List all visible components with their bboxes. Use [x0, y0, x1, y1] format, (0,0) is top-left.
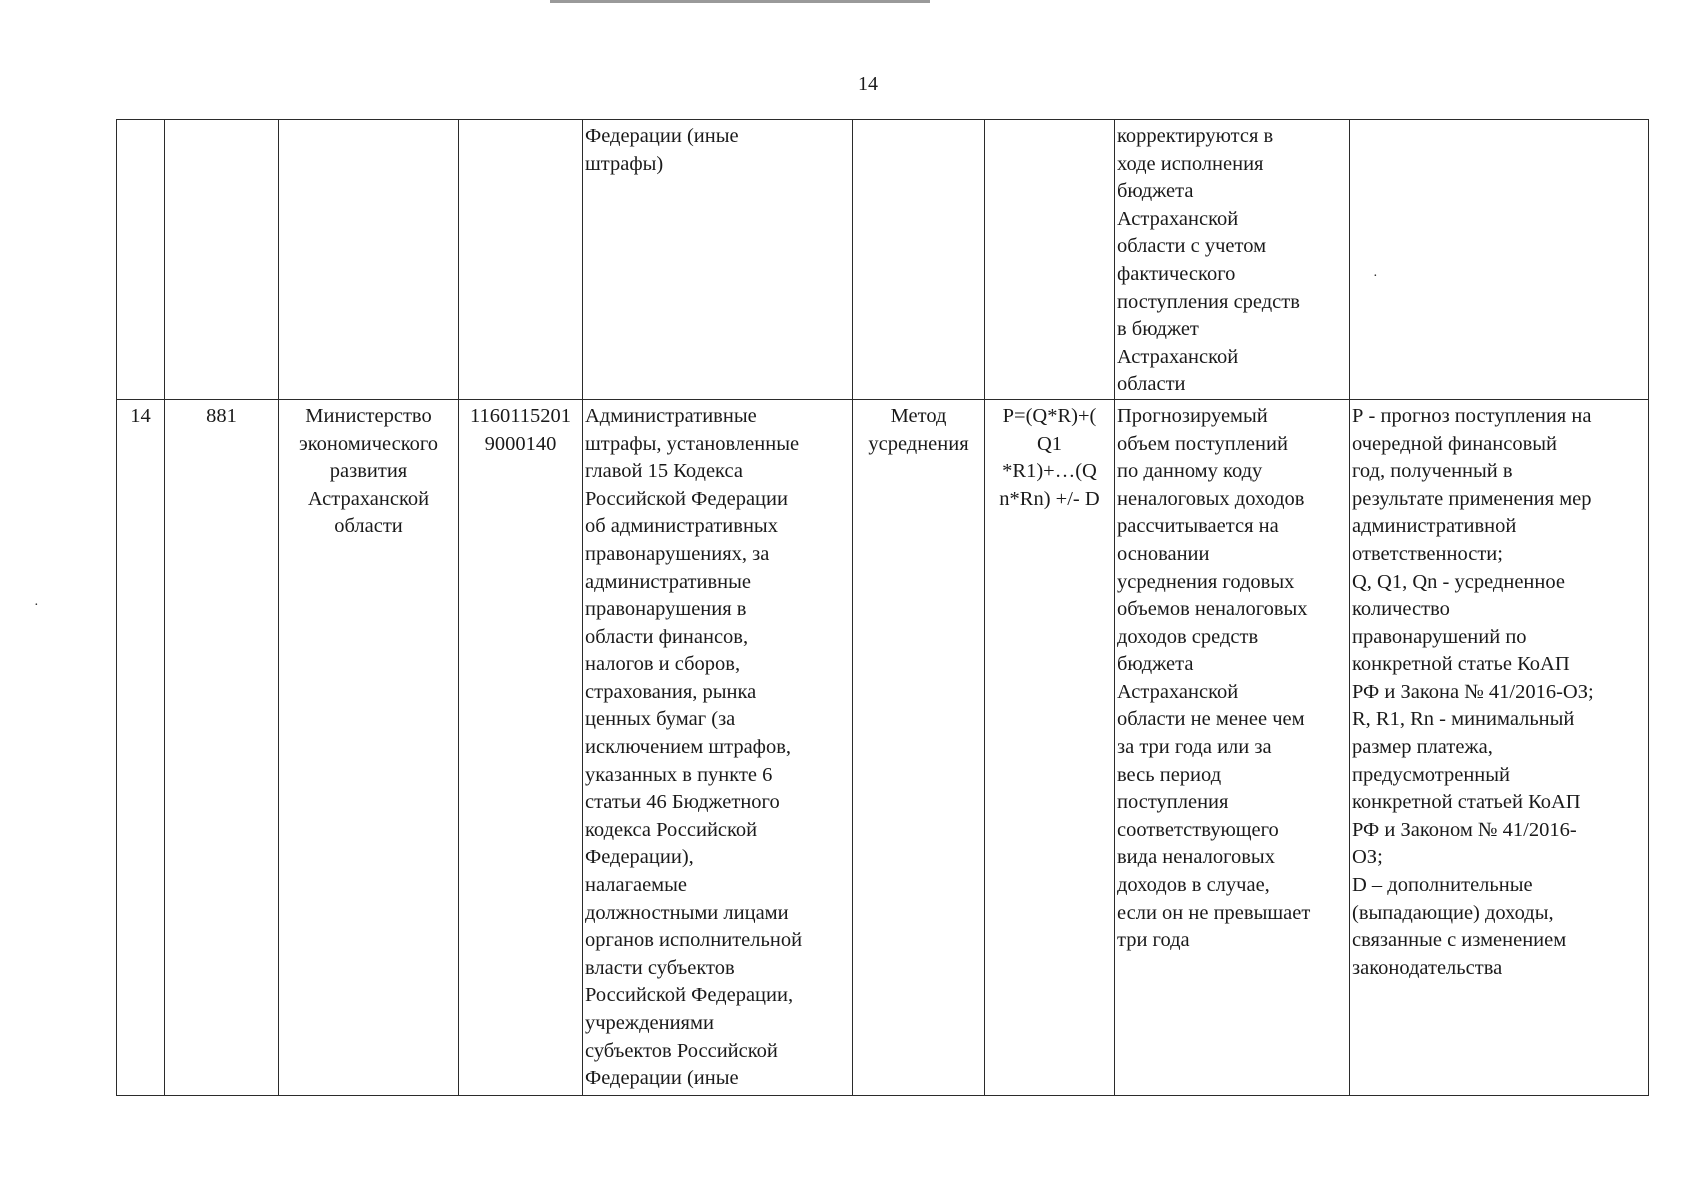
formula-text: P=(Q*R)+( Q1 *R1)+…(Q n*Rn) +/- D [999, 404, 1100, 510]
method-text: Метод усреднения [868, 404, 969, 455]
methodology-table [116, 119, 1649, 1096]
cell-description [1115, 399, 1350, 1095]
cell-kbk-code [459, 120, 583, 400]
description-text: корректируются в ходе исполнения бюджета Астраханской области с учетом фактического поступления средств в бюджет Астраханской области [1117, 125, 1300, 396]
scan-speck: · [1373, 269, 1378, 284]
cell-indicators [1350, 399, 1649, 1095]
table-row-continuation [117, 120, 1649, 400]
scan-edge [550, 0, 930, 3]
cell-kbk-code [459, 399, 583, 1095]
cell-formula [985, 399, 1115, 1095]
cell-admin-code [165, 120, 279, 400]
cell-administrator [279, 120, 459, 400]
cell-method [853, 399, 985, 1095]
cell-method [853, 120, 985, 400]
administrator-name: Министерство экономического развития Астраханской области [298, 404, 439, 538]
cell-formula [985, 120, 1115, 400]
revenue-name-text: Административные штрафы, установленные главой 15 Кодекса Российской Федерации об административных правонарушениях, за административные правонарушения в области финансов, налогов и сборов, страхования, рынка ценных бумаг (за исключением штрафов, указанных в пункте 6 статьи 46 Бюджетного кодекса Российской Федерации), налагаемые должностными лицами органов исполнительной власти субъектов Российской Федерации, учреждениями субъектов Российской Федерации (иные [585, 404, 803, 1090]
row-number: 14 [130, 404, 151, 427]
cell-administrator [279, 399, 459, 1095]
revenue-name-text: Федерации (иные штрафы) [585, 125, 739, 175]
scan-speck-margin: · [34, 598, 39, 613]
cell-indicators [1350, 120, 1649, 400]
indicators-text: Р - прогноз поступления на очередной финансовый год, полученный в результате применения мер административной ответственности; Q, Q1, Qn - усредненное количество правонарушений по конкретной статье КоАП РФ и Закона № 41/2016-ОЗ; R, R1, Rn - минимальный размер платежа, предусмотренный конкретной статьей КоАП РФ и Законом № 41/2016- ОЗ; D – дополнительные (выпадающие) доходы, связанные с изменением законодательства [1352, 404, 1594, 979]
cell-description [1115, 120, 1350, 400]
cell-revenue-name [583, 399, 853, 1095]
cell-number [117, 120, 165, 400]
description-text: Прогнозируемый объем поступлений по данному коду неналоговых доходов рассчитывается на основании усреднения годовых объемов неналоговых доходов средств бюджета Астраханской области не менее чем за три года или за весь период поступления соответствующего вида неналоговых доходов в случае, если он не превышает три года [1117, 404, 1311, 952]
cell-revenue-name [583, 120, 853, 400]
table-row-14 [117, 399, 1649, 1095]
page-number: 14 [858, 73, 878, 95]
cell-number [117, 399, 165, 1095]
admin-code: 881 [206, 404, 237, 427]
kbk-code: 1160115201 9000140 [470, 404, 571, 455]
cell-admin-code [165, 399, 279, 1095]
